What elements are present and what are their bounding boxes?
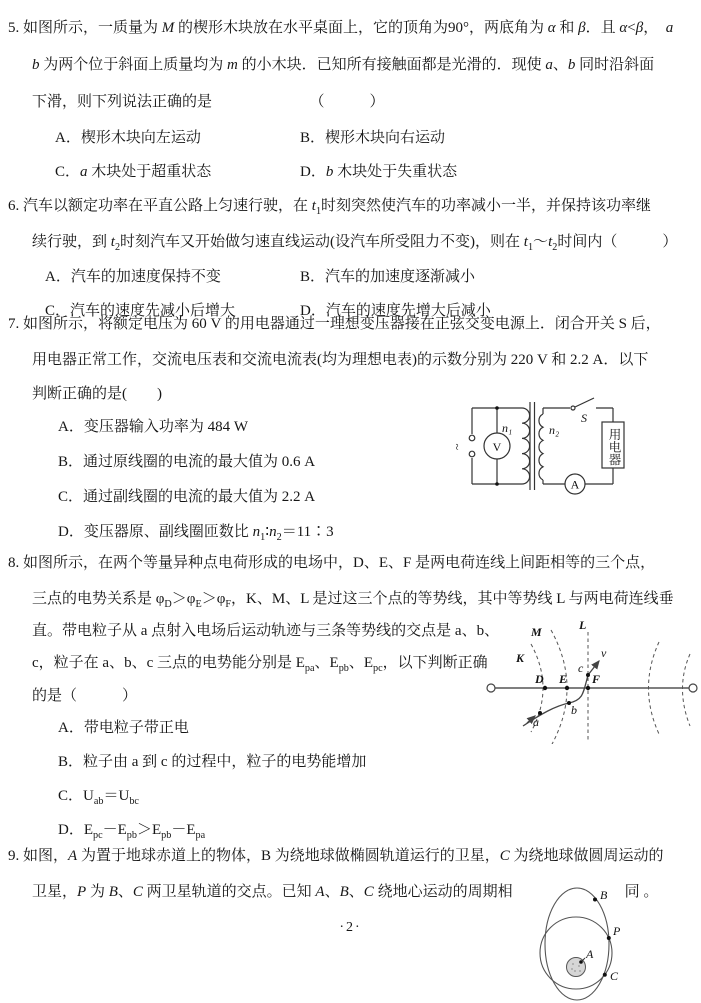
option-a: A．楔形木块向左运动 [55,130,201,146]
option-a: A．变压器输入功率为 484 W [58,419,248,435]
stem-line: b 为两个位于斜面上质量均为 m 的小木块．已知所有接触面都是光滑的．现使 a、b 同时沿斜面 [32,57,655,73]
option-b: B．通过原线圈的电流的最大值为 0.6 A [58,454,316,470]
orbits-svg [532,884,668,1003]
svg-text:A: A [570,477,580,492]
option-c: C．a 木块处于超重状态 [55,164,212,180]
option-d: D．变压器原、副线圈匝数比 $n_1∶n_2=11∶3$ [58,524,334,543]
svg-text:V: V [492,440,502,454]
page-number: ·2· [339,920,362,935]
stem-line: 用电器正常工作，交流电压表和交流电流表(均为理想电表)的示数分别为 220 V 和 2.2 A．以下 [32,352,649,368]
equipotential-M [551,630,567,744]
ammeter-symbol [565,474,585,494]
question-5 [0,10,701,189]
option-c: C．汽车的速度先减小后增大 [45,303,236,319]
option-a: A．汽车的加速度保持不变 [45,269,221,285]
circuit-svg [450,392,665,514]
load-box-label: 用电器 [607,428,621,466]
stem-line: c，粒子在 a、b、c 三点的电势能分别是 $E_{pa}$、$E_{pb}$、$E_{pc}$，以下判断正确 [32,655,488,674]
stem-line: 9. 如图，A 为置于地球赤道上的物体，B 为绕地球做椭圆轨道运行的卫星，C 为绕地球做圆周运动的 [8,848,664,864]
option-b: B．汽车的加速度逐渐减小 [300,269,476,285]
stem-line: 下滑，则下列说法正确的是 （ ） [32,94,385,110]
field-figure [483,602,701,744]
option-c: C．通过副线圈的电流的最大值为 2.2 A [58,489,316,505]
primary-coil [522,408,530,484]
secondary-coil [539,414,543,480]
stem-line: 8. 如图所示，在两个等量异种点电荷形成的电场中，D、E、F 是两电荷连线上间距相等的三个点， [8,555,656,571]
stem-line: 5. 如图所示，一质量为 M 的楔形木块放在水平桌面上，它的顶角为90°，两底角为 α 和 β．且 α<β， a [8,20,674,36]
label-D: D [535,672,544,686]
circuit-figure [450,392,665,514]
option-d: D．$E_{pc}-E_{pb}>E_{pb}-E_{pa}$ [58,822,206,841]
n1-label: n₁ [502,421,513,435]
option-b: B．楔形木块向右运动 [300,130,446,146]
orbit-B-ellipse [545,888,609,1000]
field-svg [483,602,701,744]
right-charge [689,684,697,692]
label-B: B [600,888,608,902]
label-M: M [531,625,542,639]
label-L: L [579,618,587,632]
option-d: D．b 木块处于失重状态 [300,164,458,180]
ac-source-symbol [450,435,475,457]
label-E: E [559,672,568,686]
stem-line: 续行驶，到 $t_2$时刻汽车又开始做匀速直线运动(设汽车所受阻力不变)，则在 $t_1\sim t_2$时间内（ ） [32,234,678,253]
label-K: K [516,651,525,665]
switch-label: S [581,411,587,425]
label-c: c [578,661,584,675]
stem-line: 7. 如图所示，将额定电压为 60 V 的用电器通过一理想变压器接在正弦交变电源上．闭合开关 S 后， [8,316,661,332]
stem-line: 的是（ ） [32,688,138,704]
stem-text-left: 卫星，P 为 B、C 两卫星轨道的交点。已知 A、B、C 绕地心运动的周期相 [32,884,513,900]
options-q5 [0,121,701,189]
stem-line: 直。带电粒子从 a 点射入电场后运动轨迹与三条等势线的交点是 a、b、 [32,623,500,639]
stem-text-right: 同 。 [624,884,659,900]
label-a: a [533,715,539,729]
label-b: b [571,703,577,717]
switch-symbol [571,398,594,410]
stem-line: 6. 汽车以额定功率在平直公路上匀速行驶，在 $t_1$时刻突然使汽车的功率减小一半，并保持该功率继 [8,198,652,217]
stem-line: 判断正确的是( ) [32,386,162,402]
label-F: F [592,672,601,686]
label-A: A [586,947,594,961]
label-P: P [613,924,621,938]
svg-text:~: ~ [450,443,464,450]
orbits-figure [532,884,668,1003]
voltmeter-symbol [484,433,510,459]
option-a: A．带电粒子带正电 [58,720,189,736]
label-C: C [610,969,619,983]
stem-line: 三点的电势关系是 $\varphi_D>\varphi_E>\varphi_F$，K、M、L 是过这三个点的等势线，其中等势线 L 与两电荷连线垂 [32,591,674,610]
label-v: v [601,646,607,660]
orbit-C-circle [540,917,612,989]
left-charge [487,684,495,692]
option-d: D．汽车的速度先增大后减小 [300,303,491,319]
n2-label: n₂ [549,423,560,437]
option-c: C．$U_{ab}=U_{bc}$ [58,788,139,807]
option-b: B．粒子由 a 到 c 的过程中，粒子的电势能增加 [58,754,367,770]
